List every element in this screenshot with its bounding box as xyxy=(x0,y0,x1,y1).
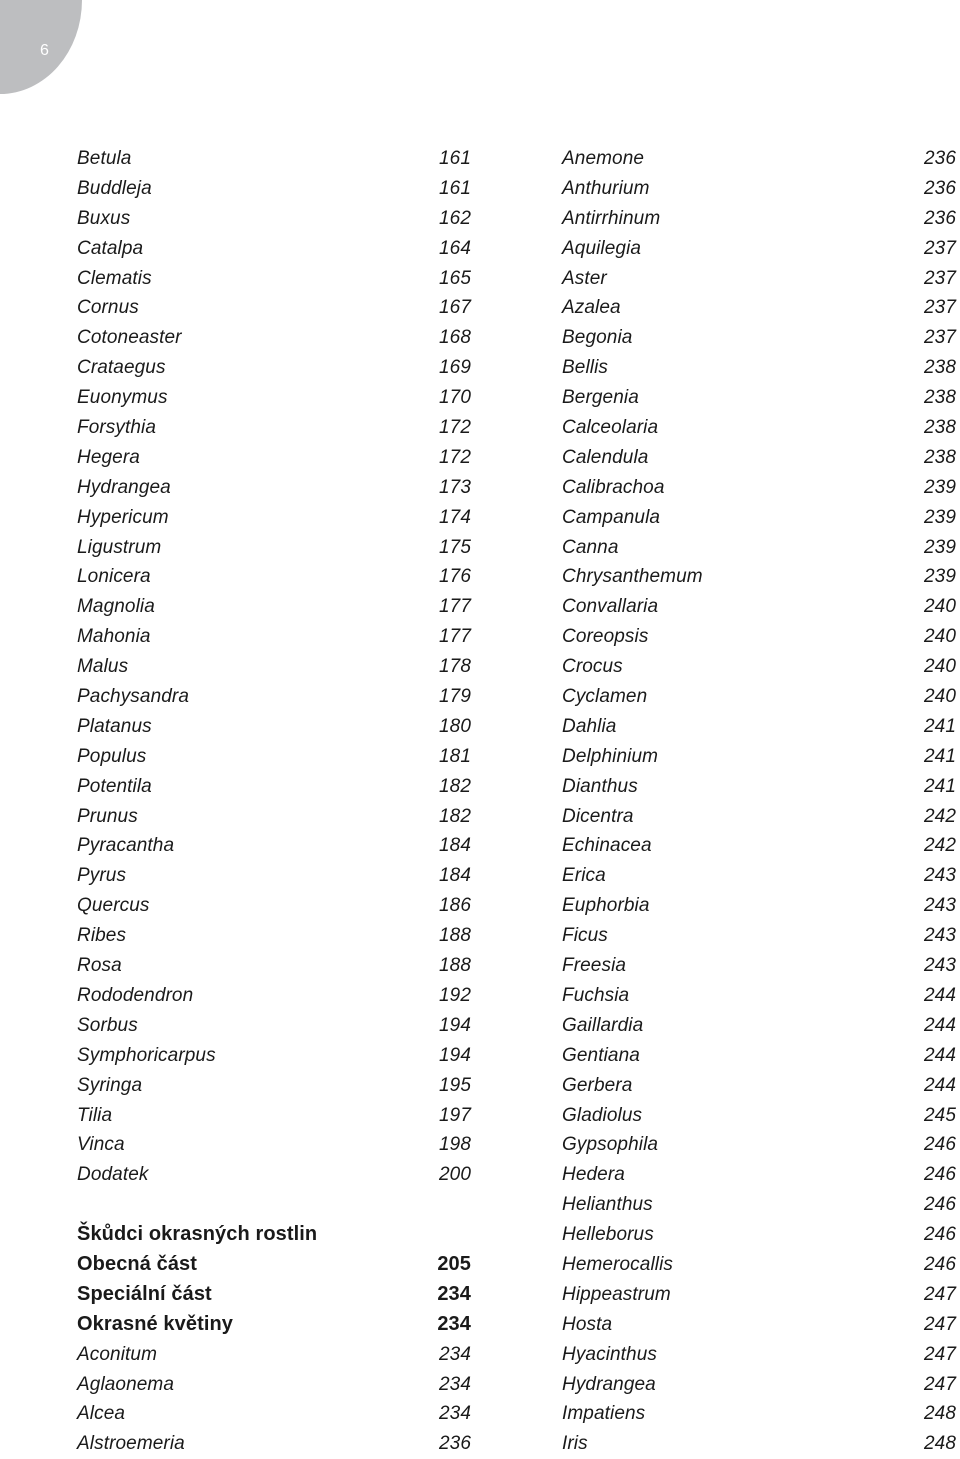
index-column-right xyxy=(562,144,956,1459)
index-entry-name: Dodatek xyxy=(77,1164,149,1186)
index-section-heading xyxy=(77,1250,471,1280)
index-entry xyxy=(562,712,956,742)
index-entry-name: Gladiolus xyxy=(562,1104,643,1126)
index-entry-page: 244 xyxy=(923,984,956,1006)
index-entry-page: 241 xyxy=(923,745,956,767)
index-entry xyxy=(562,353,956,383)
index-entry-name: Dianthus xyxy=(562,775,638,797)
index-entry-name: Obecná část xyxy=(77,1252,198,1275)
index-entry xyxy=(77,503,471,533)
index-entry-name: Clematis xyxy=(77,267,152,289)
index-entry xyxy=(562,1310,956,1340)
index-entry-page: 240 xyxy=(923,686,956,708)
index-entry-page: 194 xyxy=(438,1014,471,1036)
index-entry xyxy=(77,353,471,383)
index-entry-name: Delphinium xyxy=(562,745,659,767)
index-entry-page: 237 xyxy=(923,327,956,349)
index-entry xyxy=(77,1071,471,1101)
index-entry-page: 236 xyxy=(923,177,956,199)
index-entry-name: Alstroemeria xyxy=(77,1433,185,1455)
index-entry xyxy=(562,473,956,503)
index-entry-page: 246 xyxy=(923,1164,956,1186)
index-entry-name: Aquilegia xyxy=(562,237,642,259)
index-entry-page: 177 xyxy=(438,596,471,618)
index-entry-name: Calendula xyxy=(562,446,649,468)
index-entry-name: Bergenia xyxy=(562,387,639,409)
index-entry-name: Crataegus xyxy=(77,357,166,379)
index-entry-page: 165 xyxy=(438,267,471,289)
index-entry-name: Calceolaria xyxy=(562,417,659,439)
page-number: 6 xyxy=(40,42,49,59)
index-entry xyxy=(77,951,471,981)
index-entry xyxy=(77,144,471,174)
index-entry xyxy=(562,921,956,951)
index-entry-name: Mahonia xyxy=(77,626,151,648)
index-entry xyxy=(77,1041,471,1071)
index-entry-page: 239 xyxy=(923,506,956,528)
index-entry-page: 168 xyxy=(438,327,471,349)
index-entry-page: 188 xyxy=(438,925,471,947)
index-entry-page: 239 xyxy=(923,476,956,498)
index-entry-name: Ligustrum xyxy=(77,536,162,558)
index-entry-page: 194 xyxy=(438,1044,471,1066)
index-entry-name: Gaillardia xyxy=(562,1014,644,1036)
index-entry xyxy=(77,1340,471,1370)
index-entry-page: 241 xyxy=(923,715,956,737)
index-entry-name: Helleborus xyxy=(562,1224,654,1246)
index-entry-name: Buxus xyxy=(77,207,131,229)
index-entry xyxy=(562,234,956,264)
index-entry xyxy=(77,383,471,413)
index-entry xyxy=(562,981,956,1011)
index-entry-name: Platanus xyxy=(77,715,152,737)
index-entry xyxy=(77,921,471,951)
index-entry xyxy=(77,682,471,712)
index-entry-page: 243 xyxy=(923,955,956,977)
index-entry-page: 240 xyxy=(923,656,956,678)
index-entry-name: Cyclamen xyxy=(562,686,648,708)
index-entry xyxy=(562,1220,956,1250)
index-entry-page: 237 xyxy=(923,237,956,259)
index-entry xyxy=(562,951,956,981)
index-entry xyxy=(77,712,471,742)
index-entry-page: 164 xyxy=(438,237,471,259)
index-entry-name: Malus xyxy=(77,656,129,678)
index-entry-name: Echinacea xyxy=(562,835,652,857)
index-entry-page: 240 xyxy=(923,626,956,648)
index-entry-page: 242 xyxy=(923,805,956,827)
index-entry-name: Aglaonema xyxy=(77,1373,175,1395)
index-entry-page: 174 xyxy=(438,506,471,528)
index-entry-name: Ribes xyxy=(77,925,127,947)
index-entry xyxy=(77,831,471,861)
index-entry-name: Campanula xyxy=(562,506,661,528)
index-entry-page: 243 xyxy=(923,895,956,917)
index-entry-page: 234 xyxy=(438,1343,471,1365)
index-entry-page: 239 xyxy=(923,566,956,588)
index-entry xyxy=(562,1280,956,1310)
index-entry xyxy=(77,742,471,772)
index-entry xyxy=(77,652,471,682)
index-entry-page: 246 xyxy=(923,1253,956,1275)
index-entry xyxy=(77,622,471,652)
index-entry xyxy=(562,1130,956,1160)
index-entry-name: Crocus xyxy=(562,656,623,678)
index-entry-page: 246 xyxy=(923,1194,956,1216)
index-entry-page: 178 xyxy=(438,656,471,678)
index-entry-page: 180 xyxy=(438,715,471,737)
index-entry-page: 188 xyxy=(438,955,471,977)
index-entry xyxy=(562,174,956,204)
index-spacer xyxy=(77,1190,471,1220)
index-entry xyxy=(562,443,956,473)
index-entry xyxy=(77,592,471,622)
index-entry-name: Speciální část xyxy=(77,1282,212,1305)
index-entry-page: 239 xyxy=(923,536,956,558)
index-entry-page: 179 xyxy=(438,686,471,708)
index-entry xyxy=(77,1399,471,1429)
index-entry-page: 246 xyxy=(923,1134,956,1156)
index-entry xyxy=(77,1370,471,1400)
index-entry-name: Cotoneaster xyxy=(77,327,182,349)
index-entry-name: Helianthus xyxy=(562,1194,653,1216)
index-entry-name: Symphoricarpus xyxy=(77,1044,216,1066)
index-entry xyxy=(77,323,471,353)
index-entry-name: Begonia xyxy=(562,327,633,349)
index-entry-name: Gerbera xyxy=(562,1074,633,1096)
index-entry xyxy=(77,981,471,1011)
index-entry-name: Lonicera xyxy=(77,566,151,588)
index-entry xyxy=(562,383,956,413)
index-entry-name: Catalpa xyxy=(77,237,144,259)
index-entry xyxy=(562,802,956,832)
index-entry-page: 237 xyxy=(923,297,956,319)
index-column-left xyxy=(77,144,471,1459)
index-entry xyxy=(562,533,956,563)
index-entry-name: Gentiana xyxy=(562,1044,640,1066)
index-entry-page: 200 xyxy=(438,1164,471,1186)
index-entry-name: Aconitum xyxy=(77,1343,158,1365)
index-entry xyxy=(562,1399,956,1429)
index-entry-page: 175 xyxy=(438,536,471,558)
index-entry xyxy=(562,861,956,891)
index-entry xyxy=(77,1130,471,1160)
index-entry-page: 234 xyxy=(437,1282,471,1305)
index-entry xyxy=(562,413,956,443)
index-entry-name: Chrysanthemum xyxy=(562,566,703,588)
index-entry xyxy=(77,1160,471,1190)
index-entry xyxy=(77,174,471,204)
index-entry-name: Buddleja xyxy=(77,177,152,199)
index-entry xyxy=(77,204,471,234)
index-entry-name: Euphorbia xyxy=(562,895,650,917)
index-entry-page: 238 xyxy=(923,417,956,439)
index-entry-name: Okrasné květiny xyxy=(77,1312,234,1335)
index-entry-name: Hegera xyxy=(77,446,140,468)
index-entry xyxy=(562,323,956,353)
index-entry-page: 244 xyxy=(923,1044,956,1066)
index-entry-name: Azalea xyxy=(562,297,621,319)
index-entry xyxy=(562,682,956,712)
index-entry-page: 247 xyxy=(923,1343,956,1365)
index-entry-page: 234 xyxy=(438,1373,471,1395)
index-entry-name: Bellis xyxy=(562,357,609,379)
index-entry-page: 244 xyxy=(923,1014,956,1036)
index-entry-page: 162 xyxy=(438,207,471,229)
index-entry-name: Convallaria xyxy=(562,596,659,618)
index-entry xyxy=(562,831,956,861)
index-entry-page: 184 xyxy=(438,865,471,887)
index-entry-page: 245 xyxy=(923,1104,956,1126)
index-entry-name: Hemerocallis xyxy=(562,1253,674,1275)
index-entry xyxy=(562,742,956,772)
index-entry-name: Aster xyxy=(562,267,607,289)
index-entry-name: Anthurium xyxy=(562,177,650,199)
index-entry-page: 192 xyxy=(438,984,471,1006)
index-entry-name: Škůdci okrasných rostlin xyxy=(77,1223,318,1246)
index-entry-name: Hydrangea xyxy=(562,1373,656,1395)
index-entry-name: Populus xyxy=(77,745,147,767)
index-entry xyxy=(77,861,471,891)
index-entry-name: Prunus xyxy=(77,805,138,827)
index-entry-page: 246 xyxy=(923,1224,956,1246)
index-entry-page: 236 xyxy=(923,207,956,229)
index-entry-name: Dahlia xyxy=(562,715,617,737)
index-entry-page: 177 xyxy=(438,626,471,648)
index-section-heading xyxy=(77,1220,471,1250)
index-entry-name: Vinca xyxy=(77,1134,125,1156)
index-entry-name: Hosta xyxy=(562,1313,613,1335)
index-entry-name: Syringa xyxy=(77,1074,143,1096)
index-entry-name: Ficus xyxy=(562,925,608,947)
index-entry-name: Anemone xyxy=(562,148,645,169)
index-entry-page: 237 xyxy=(923,267,956,289)
index-entry-page: 181 xyxy=(438,745,471,767)
index-entry-name: Hydrangea xyxy=(77,476,171,498)
index-entry-name: Hippeastrum xyxy=(562,1283,671,1305)
index-entry-page: 236 xyxy=(923,148,956,169)
index-entry xyxy=(562,264,956,294)
index-entry-name: Euonymus xyxy=(77,387,168,409)
index-entry-name: Canna xyxy=(562,536,619,558)
index-entry-page: 176 xyxy=(438,566,471,588)
index-entry-page: 243 xyxy=(923,925,956,947)
index-entry xyxy=(562,1370,956,1400)
index-entry-name: Dicentra xyxy=(562,805,634,827)
index-entry xyxy=(562,1071,956,1101)
index-entry-page: 243 xyxy=(923,865,956,887)
index-entry xyxy=(562,891,956,921)
index-entry xyxy=(77,443,471,473)
index-entry-name: Erica xyxy=(562,865,606,887)
index-entry xyxy=(77,234,471,264)
index-entry-name: Tilia xyxy=(77,1104,113,1126)
index-entry-page: 169 xyxy=(438,357,471,379)
index-entry-name: Alcea xyxy=(77,1403,126,1425)
index-entry-name: Quercus xyxy=(77,895,150,917)
index-entry-page: 244 xyxy=(923,1074,956,1096)
index-entry-name: Iris xyxy=(562,1433,588,1455)
index-entry-name: Hypericum xyxy=(77,506,169,528)
index-entry-name: Potentila xyxy=(77,775,152,797)
index-entry-page: 195 xyxy=(438,1074,471,1096)
index-entry-page: 238 xyxy=(923,357,956,379)
index-entry-name: Pachysandra xyxy=(77,686,190,708)
index-entry-name: Antirrhinum xyxy=(562,207,661,229)
index-entry-page: 172 xyxy=(438,446,471,468)
index-entry-name: Freesia xyxy=(562,955,627,977)
index-entry xyxy=(77,293,471,323)
index-entry-name: Sorbus xyxy=(77,1014,138,1036)
index-entry-name: Magnolia xyxy=(77,596,155,618)
index-entry xyxy=(562,293,956,323)
index-entry-name: Gypsophila xyxy=(562,1134,659,1156)
index-entry-page: 238 xyxy=(923,387,956,409)
index-entry xyxy=(77,562,471,592)
index-entry-page: 241 xyxy=(923,775,956,797)
index-entry-page: 167 xyxy=(438,297,471,319)
index-entry-page: 172 xyxy=(438,417,471,439)
index-entry-page: 247 xyxy=(923,1283,956,1305)
index-entry-page: 234 xyxy=(438,1403,471,1425)
index-entry-page: 240 xyxy=(923,596,956,618)
index-entry-page: 236 xyxy=(438,1433,471,1455)
index-entry-page: 173 xyxy=(438,476,471,498)
index-entry-name: Calibrachoa xyxy=(562,476,665,498)
index-entry-page: 234 xyxy=(437,1312,471,1335)
index-entry-name: Pyracantha xyxy=(77,835,175,857)
index-entry xyxy=(562,1340,956,1370)
index-entry xyxy=(562,204,956,234)
index-entry xyxy=(562,622,956,652)
index-entry-name: Forsythia xyxy=(77,417,157,439)
index-entry-page: 247 xyxy=(923,1313,956,1335)
index-entry-name: Rododendron xyxy=(77,984,194,1006)
index-entry-page: 184 xyxy=(438,835,471,857)
index-entry xyxy=(562,1011,956,1041)
index-entry-page: 182 xyxy=(438,775,471,797)
index-entry-page: 186 xyxy=(438,895,471,917)
index-entry xyxy=(77,1101,471,1131)
index-entry xyxy=(77,264,471,294)
index-entry xyxy=(77,772,471,802)
index-entry xyxy=(77,533,471,563)
index-entry-name: Fuchsia xyxy=(562,984,630,1006)
index-entry-page: 248 xyxy=(923,1403,956,1425)
index-entry xyxy=(562,1101,956,1131)
index-entry-page: 197 xyxy=(438,1104,471,1126)
index-entry xyxy=(562,1041,956,1071)
index-entry-name: Pyrus xyxy=(77,865,127,887)
index-entry xyxy=(562,1190,956,1220)
index-entry xyxy=(562,592,956,622)
index-entry-page: 170 xyxy=(438,387,471,409)
index-entry xyxy=(562,503,956,533)
index-entry-name: Rosa xyxy=(77,955,122,977)
index-entry xyxy=(77,1011,471,1041)
index-entry-page: 161 xyxy=(438,177,471,199)
index-section-heading xyxy=(77,1280,471,1310)
index-entry xyxy=(562,772,956,802)
index-entry-page: 242 xyxy=(923,835,956,857)
index-entry xyxy=(562,144,956,174)
index-entry-page: 205 xyxy=(437,1252,471,1275)
index-entry xyxy=(562,652,956,682)
index-entry-name: Hedera xyxy=(562,1164,625,1186)
index-entry xyxy=(77,473,471,503)
index-entry-name: Impatiens xyxy=(562,1403,646,1425)
index-entry-name: Coreopsis xyxy=(562,626,649,648)
index-entry-page: 247 xyxy=(923,1373,956,1395)
index-entry-page: 161 xyxy=(438,148,471,169)
index-entry-name: Cornus xyxy=(77,297,139,319)
index-entry xyxy=(562,1250,956,1280)
index-entry xyxy=(77,891,471,921)
index-entry xyxy=(562,1160,956,1190)
index-entry-page: 248 xyxy=(923,1433,956,1455)
index-entry xyxy=(562,562,956,592)
index-entry-page: 238 xyxy=(923,446,956,468)
index-entry-page: 182 xyxy=(438,805,471,827)
index-entry-name: Betula xyxy=(77,148,132,169)
index-entry-name: Hyacinthus xyxy=(562,1343,657,1365)
index-entry-page: 198 xyxy=(438,1134,471,1156)
index-entry xyxy=(77,413,471,443)
index-section-heading xyxy=(77,1310,471,1340)
index-entry xyxy=(77,802,471,832)
